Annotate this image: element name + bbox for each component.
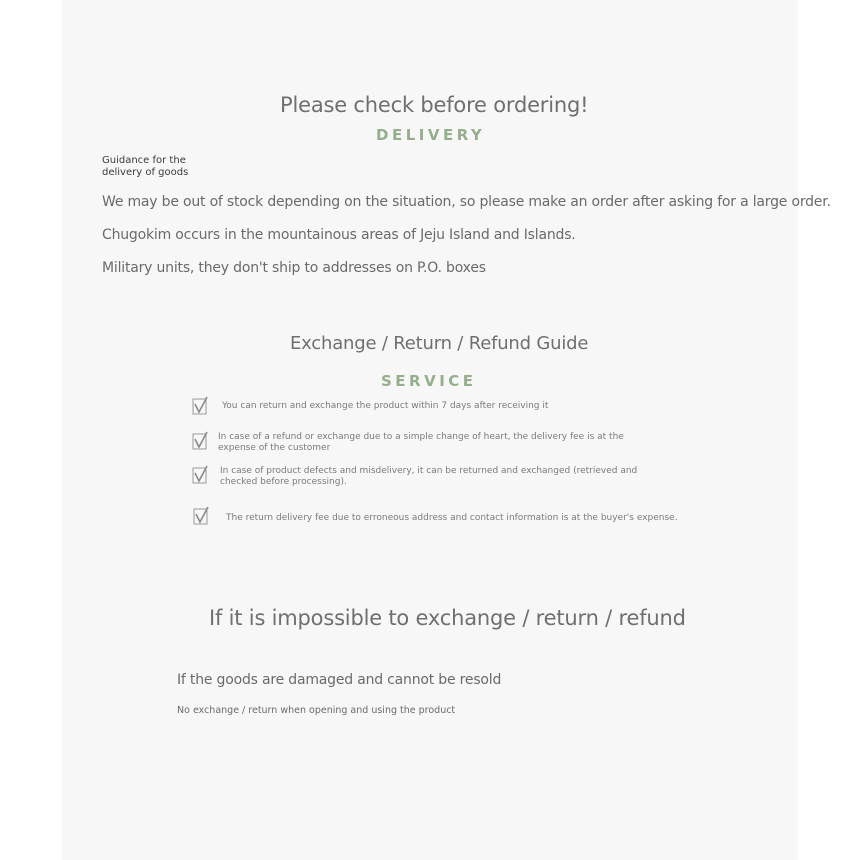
service-subtitle: SERVICE: [381, 372, 477, 390]
impossible-condition: If the goods are damaged and cannot be resold: [177, 672, 502, 688]
service-item: In case of a refund or exchange due to a simple change of heart, the delivery fee is at the expense of the customer: [218, 432, 624, 453]
checkmark-box-icon: [193, 506, 211, 526]
service-item: In case of product defects and misdelivery, it can be returned and exchanged (retrieved and checked before processing).: [220, 466, 638, 487]
delivery-subtitle: DELIVERY: [376, 126, 486, 144]
service-item: You can return and exchange the product within 7 days after receiving it: [222, 401, 549, 411]
service-title: Exchange / Return / Refund Guide: [290, 333, 589, 354]
delivery-guidance-line1: Guidance for the: [102, 155, 186, 166]
delivery-note: We may be out of stock depending on the situation, so please make an order after asking for a large order.: [102, 194, 831, 210]
checkmark-box-icon: [192, 431, 210, 451]
delivery-guidance-line2: delivery of goods: [102, 167, 189, 178]
delivery-guidance-label: [102, 155, 222, 179]
delivery-note: Military units, they don't ship to addresses on P.O. boxes: [102, 260, 486, 276]
checkmark-box-icon: [192, 396, 210, 416]
delivery-title: Please check before ordering!: [280, 93, 589, 117]
impossible-note: No exchange / return when opening and using the product: [177, 705, 456, 716]
service-item: The return delivery fee due to erroneous address and contact information is at the buyer's expense.: [226, 513, 678, 523]
delivery-note: Chugokim occurs in the mountainous areas of Jeju Island and Islands.: [102, 227, 576, 243]
impossible-title: If it is impossible to exchange / return / refund: [209, 606, 686, 630]
checkmark-box-icon: [192, 465, 210, 485]
